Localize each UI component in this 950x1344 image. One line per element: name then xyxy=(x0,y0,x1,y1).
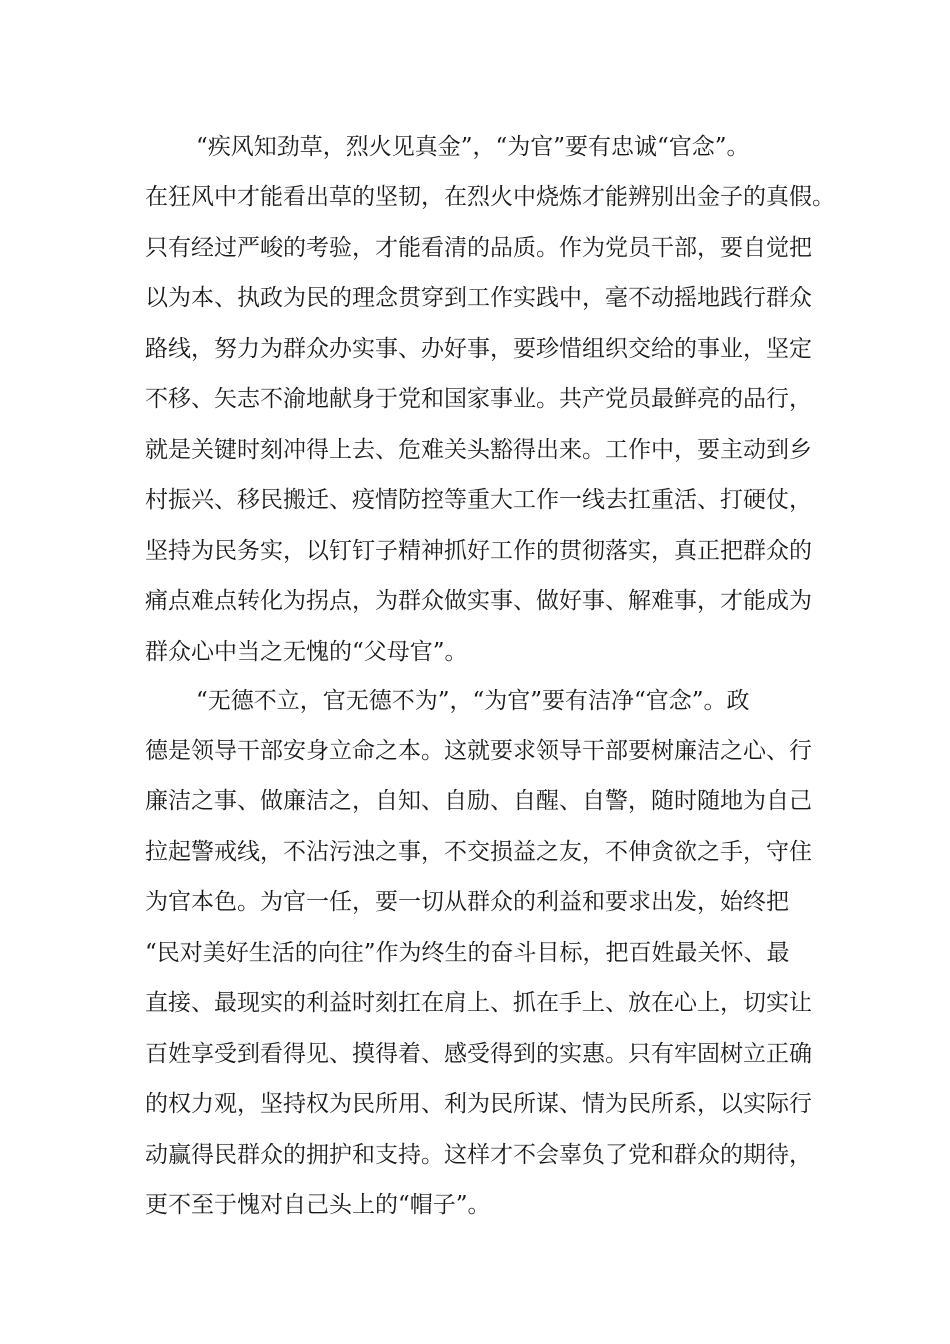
text-line: 更不至于愧对自己头上的“帽子”。 xyxy=(145,1192,491,1218)
text-line: 拉起警戒线，不沾污浊之事，不交损益之友，不伸贪欲之手，守住 xyxy=(145,839,812,865)
text-line: 的权力观，坚持权为民所用、利为民所谋、情为民所系，以实际行 xyxy=(145,1091,812,1117)
text-line: 就是关键时刻冲得上去、危难关头豁得出来。工作中，要主动到乡 xyxy=(145,437,812,463)
text-line: “疾风知劲草，烈火见真金”，“为官”要有忠诚“官念”。 xyxy=(196,134,750,160)
text-line: 为官本色。为官一任，要一切从群众的利益和要求出发，始终把 xyxy=(145,889,789,915)
text-line: 不移、矢志不渝地献身于党和国家事业。共产党员最鲜亮的品行， xyxy=(145,386,812,412)
text-line: 动赢得民群众的拥护和支持。这样才不会辜负了党和群众的期待， xyxy=(145,1142,812,1168)
text-line: 村振兴、移民搬迁、疫情防控等重大工作一线去扛重活、打硬仗， xyxy=(145,487,812,513)
text-line: 直接、最现实的利益时刻扛在肩上、抓在手上、放在心上，切实让 xyxy=(145,990,812,1016)
text-line: 群众心中当之无愧的“父母官”。 xyxy=(145,639,468,665)
text-line: 百姓享受到看得见、摸得着、感受得到的实惠。只有牢固树立正确 xyxy=(145,1041,812,1067)
text-line: 廉洁之事、做廉洁之，自知、自励、自醒、自警，随时随地为自己 xyxy=(145,788,812,814)
text-line: 坚持为民务实，以钉钉子精神抓好工作的贯彻落实，真正把群众的 xyxy=(145,538,812,564)
text-line: 以为本、执政为民的理念贯穿到工作实践中，毫不动摇地践行群众 xyxy=(145,285,812,311)
text-line: “无德不立，官无德不为”，“为官”要有洁净“官念”。政 xyxy=(196,688,750,714)
text-line: 痛点难点转化为拐点，为群众做实事、做好事、解难事，才能成为 xyxy=(145,588,812,614)
text-line: 路线，努力为群众办实事、办好事，要珍惜组织交给的事业，坚定 xyxy=(145,336,812,362)
text-line: 只有经过严峻的考验，才能看清的品质。作为党员干部，要自觉把 xyxy=(145,235,812,261)
text-line: 德是领导干部安身立命之本。这就要求领导干部要树廉洁之心、行 xyxy=(145,738,812,764)
text-line: 在狂风中才能看出草的坚韧，在烈火中烧炼才能辨别出金子的真假。 xyxy=(145,184,835,210)
text-line: “民对美好生活的向往”作为终生的奋斗目标，把百姓最关怀、最 xyxy=(145,940,790,966)
